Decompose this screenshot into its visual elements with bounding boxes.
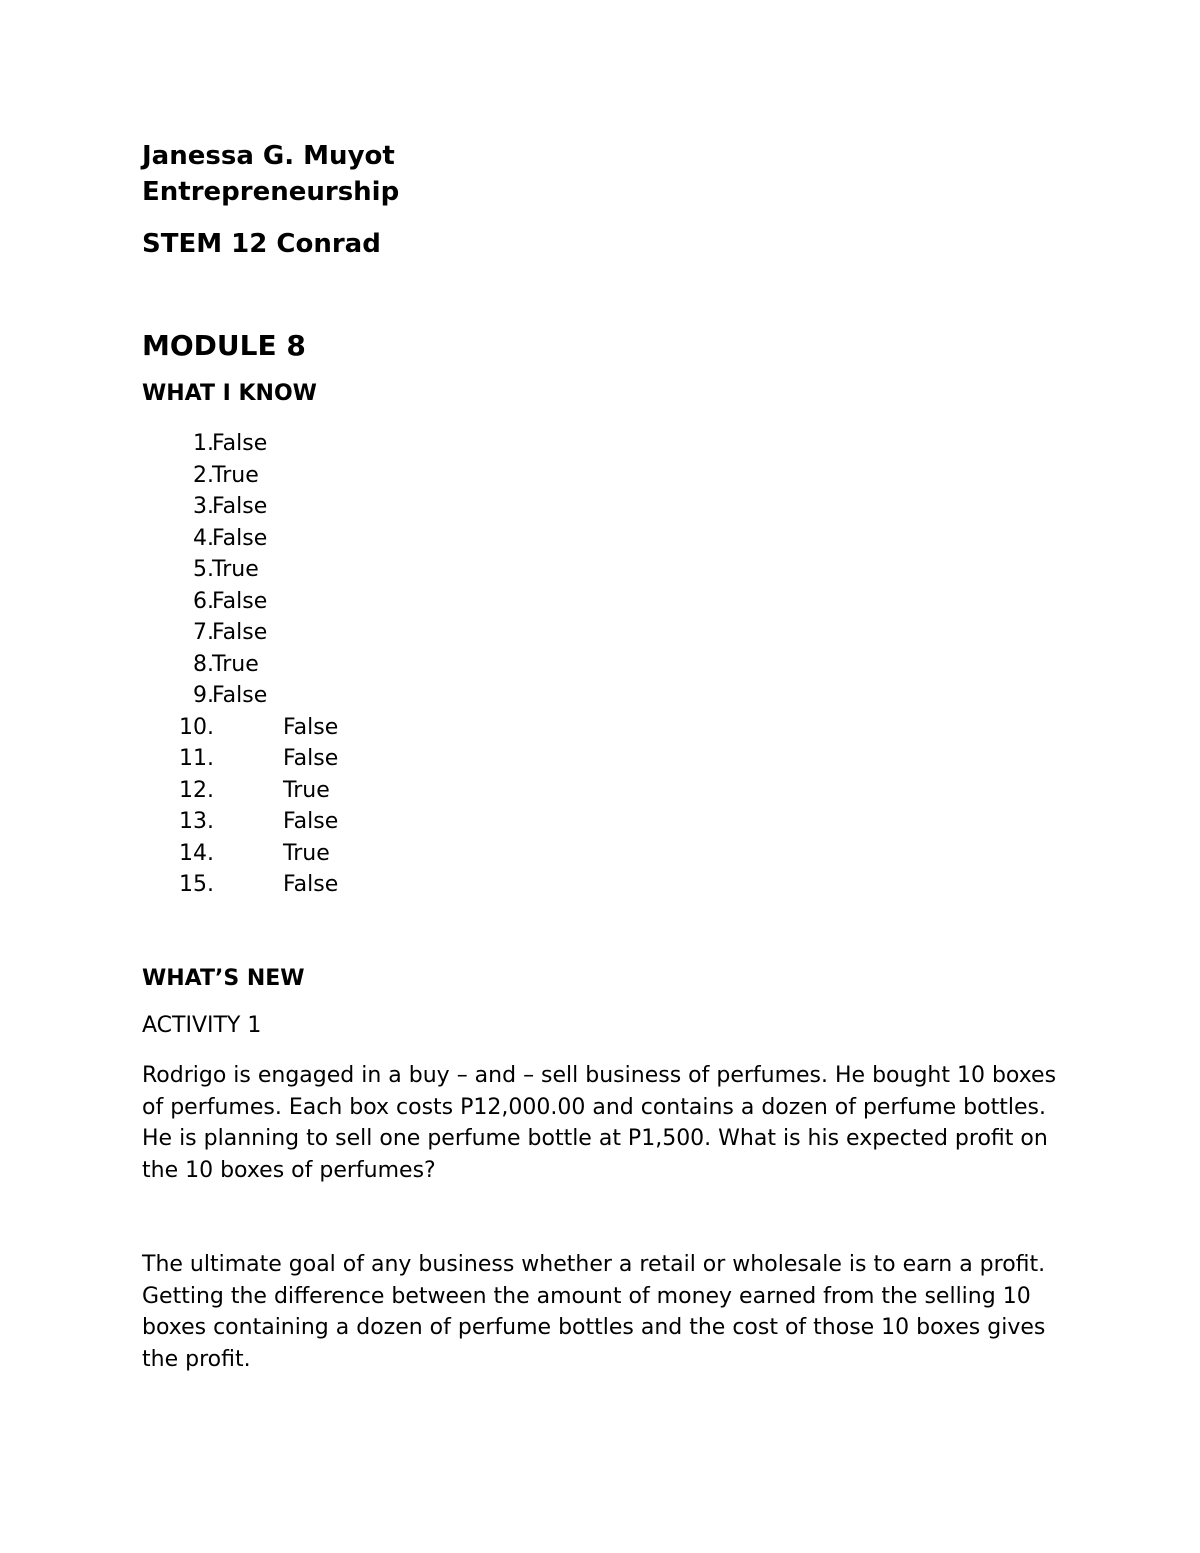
list-item (142, 586, 542, 618)
list-item (142, 775, 542, 807)
item-number: 8. (193, 651, 214, 677)
list-item (142, 712, 542, 744)
item-answer: True (212, 557, 259, 582)
item-answer: False (212, 525, 268, 551)
explanation-paragraph: The ultimate goal of any business whether a retail or wholesale is to earn a profit. Getting the difference between the amount of money earned from the selling 10 boxes containing a dozen of perfume bottles and the cost of those 10 boxes gives the profit. (142, 1252, 1046, 1372)
item-number: 15. (179, 872, 214, 897)
item-answer: False (212, 494, 268, 519)
item-number: 5. (193, 557, 214, 582)
list-item (142, 743, 542, 775)
problem-paragraph: Rodrigo is engaged in a buy – and – sell business of perfumes. He bought 10 boxes of perfumes. Each box costs P12,000.00 and contains a dozen of perfume bottles. He is planning to sell one perfume bottle at P1,500. What is his expected profit on the 10 boxes of perfumes? (142, 1063, 1057, 1183)
item-answer: False (212, 620, 268, 645)
item-answer: False (212, 431, 268, 456)
what-i-know-heading: WHAT I KNOW (142, 381, 317, 406)
list-item (142, 428, 542, 460)
list-item (142, 491, 542, 523)
list-item (142, 649, 542, 681)
item-answer: False (212, 588, 268, 614)
item-number: 11. (179, 746, 214, 771)
list-item (142, 460, 542, 492)
item-number: 6. (193, 588, 214, 614)
whats-new-heading: WHAT’S NEW (142, 966, 305, 991)
item-number: 10. (179, 714, 214, 740)
item-answer: False (283, 809, 339, 834)
item-number: 7. (193, 620, 214, 645)
activity-label: ACTIVITY 1 (142, 1013, 262, 1038)
item-answer: True (212, 462, 259, 488)
section-label: STEM 12 Conrad (142, 229, 381, 259)
item-answer: True (283, 777, 330, 803)
list-item (142, 838, 542, 870)
list-item (142, 523, 542, 555)
item-number: 4. (193, 525, 214, 551)
item-number: 14. (179, 840, 214, 866)
list-item (142, 554, 542, 586)
item-answer: False (212, 683, 268, 708)
list-item (142, 869, 542, 901)
list-item (142, 617, 542, 649)
item-number: 1. (193, 431, 214, 456)
item-answer: False (283, 872, 339, 897)
student-name: Janessa G. Muyot (142, 141, 395, 171)
list-item (142, 680, 542, 712)
item-answer: False (283, 714, 339, 740)
item-number: 13. (179, 809, 214, 834)
item-number: 2. (193, 462, 214, 488)
subject-title: Entrepreneurship (142, 177, 400, 207)
item-answer: True (212, 651, 259, 677)
item-number: 9. (193, 683, 214, 708)
item-number: 12. (179, 777, 214, 803)
item-answer: True (283, 840, 330, 866)
list-item (142, 806, 542, 838)
answer-list (142, 428, 542, 901)
module-title: MODULE 8 (142, 329, 306, 362)
item-number: 3. (193, 494, 214, 519)
item-answer: False (283, 746, 339, 771)
